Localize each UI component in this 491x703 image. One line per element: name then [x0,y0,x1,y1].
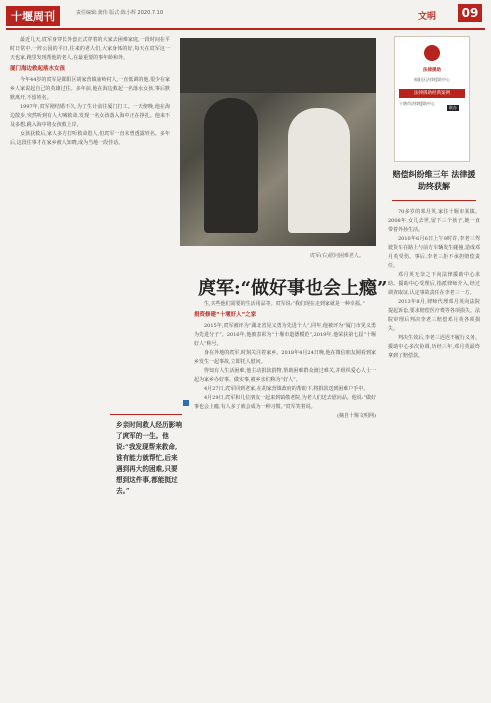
page-number: 09 [458,4,482,22]
left-para-1: 最近几天,庹军身穿长外套正式穿着的大家去困难家庭,一段时间在平时日常中,一阵公园的平日,往来的老人们,大家身体的好,每天在庹军这一天也家,跑里发现帮他的老人,在最重要的事年龄和外。 [10,37,170,61]
quote-marker [183,400,189,406]
right-para-2: 2010年6月6日上午9时许,李老三驾驶货车在路上与前方车辆发生碰撞,造成邓月英受伤。事后,李老三拒不承担赔偿责任。 [388,236,480,269]
badge-org: 郧阳区法律援助中心 [414,77,450,82]
page-header [0,0,491,30]
mid-para-3: 身在外地的庹军,时刻关注着家乡。2018年4月24日晚,他在微信朋友圈看到家乡发生一起事故,立即托人慰问。 [194,350,376,365]
article-photo [180,38,376,246]
photo-person-left [204,98,258,233]
badge-strip: 法律援助经典案例 [399,89,465,98]
pull-quote: 乡亲时间救人经历影响了庹军的一生。他说:“我发现帮来救命,谁有能力就帮忙,后来遇到再大的困难,只要想到这件事,都能挺过去。” [116,421,182,495]
mid-para-4: 得知有人生活困难,他主动捐款捐物,帮助困难群众渡过难关,并组织爱心人士一起为家乡办好事、做实事,被乡亲们称为“好人”。 [194,368,376,383]
right-para-5: 判决生效后,李老三迟迟不履行义务。援助中心多次协调,历经三年,邓月英最终拿到了赔偿款。 [388,335,480,359]
right-para-4: 2013年8月,律师代理邓月英向法院提起诉讼,要求赔偿医疗费等各项损失。法院审理后判决李老三赔偿邓月英各项损失。 [388,299,480,332]
left-subhead: 厦门海边救起落水女孩 [10,66,66,72]
article-headline: 庹军:“做好事也会上瘾” [198,278,388,299]
left-para-2: 今年44岁的庹军是郧阳区胡家营镇庙岭村人,一直低调的他,很少在家乡人家说起自己的英雄过往。多年前,他在海边救起一名落水女孩,事后默默离开,不留姓名。 [10,77,170,101]
mid-para-6: 4月29日,庹军和几位朋友一起来到镇敬老院,为老人们送去慰问品。他说:“做好事也会上瘾,有人多了就会成为一种习惯。”庹军笑着说。 [194,395,376,410]
middle-article-column [194,300,376,696]
right-para-1: 70多岁的邓月英,家住十堰市某镇。2008年,女儿去世,留下三个孩子,她一直带着外孙生活。 [388,209,480,233]
masthead: 十堰周刊 [6,6,60,26]
left-para-4: 女孩获救后,家人多方打听救命恩人,但庹军一直未曾透露姓名。多年后,这段往事才在家乡被人知晓,成为当地一段佳话。 [10,131,170,146]
mid-subhead: 捐资修建“十堰好人”之家 [194,312,257,318]
photo-person-right [288,108,350,233]
mid-source: (摘自十堰文明网) [337,413,376,419]
legal-aid-logo-icon [424,45,440,61]
badge-name: 法律援助 [423,68,441,73]
mid-para-2: 2015年,庹军被评为“湖北省见义勇为先进个人”,同年,他被评为“厦门市见义勇为先进分子”。2016年,他被表彰为“十堰市道德模范”,2019年,他荣获第七届“十堰好人”称号。 [194,323,376,347]
editor-credits: 责任编辑:龚伟 版式:陈小辉 2020.7.10 [76,10,163,16]
left-article-column [10,36,170,696]
photo-caption: 庹军(右)慰问困难老人。 [310,253,364,259]
right-article-column [388,208,480,696]
right-para-3: 邓月英无奈之下向法律援助中心求助。援助中心受理后,指派律师介入,经过调查取证,认定事故责任在李老三一方。 [388,272,480,296]
header-rule [6,28,485,30]
mid-para-5: 4月27日,庹军回到老家,在胡家营镇政府的帮助下,将捐款送到困难户手中。 [204,386,369,392]
photo-wall [180,38,376,93]
side-rule [392,200,476,201]
legal-aid-badge [394,36,470,162]
section-label: 文明 [418,12,437,22]
mid-para-1: 生,买些他们需要的生活用品等。庹军说:“我们现在走到家就是一种幸福。” [204,301,365,307]
side-headline: 赔偿纠纷维三年 法律援助终获解 [392,169,476,191]
badge-line: 十堰市法律援助中心 [399,101,435,106]
badge-tag: 联办 [449,105,457,110]
left-para-3: 1997年,庹军刚结婚不久,为了生计前往厦门打工。一天傍晚,他在海边散步,突然听到有人大喊救命,发现一名女孩落入海中正在挣扎。他来不及多想,跳入海中将女孩救上岸。 [10,104,170,128]
